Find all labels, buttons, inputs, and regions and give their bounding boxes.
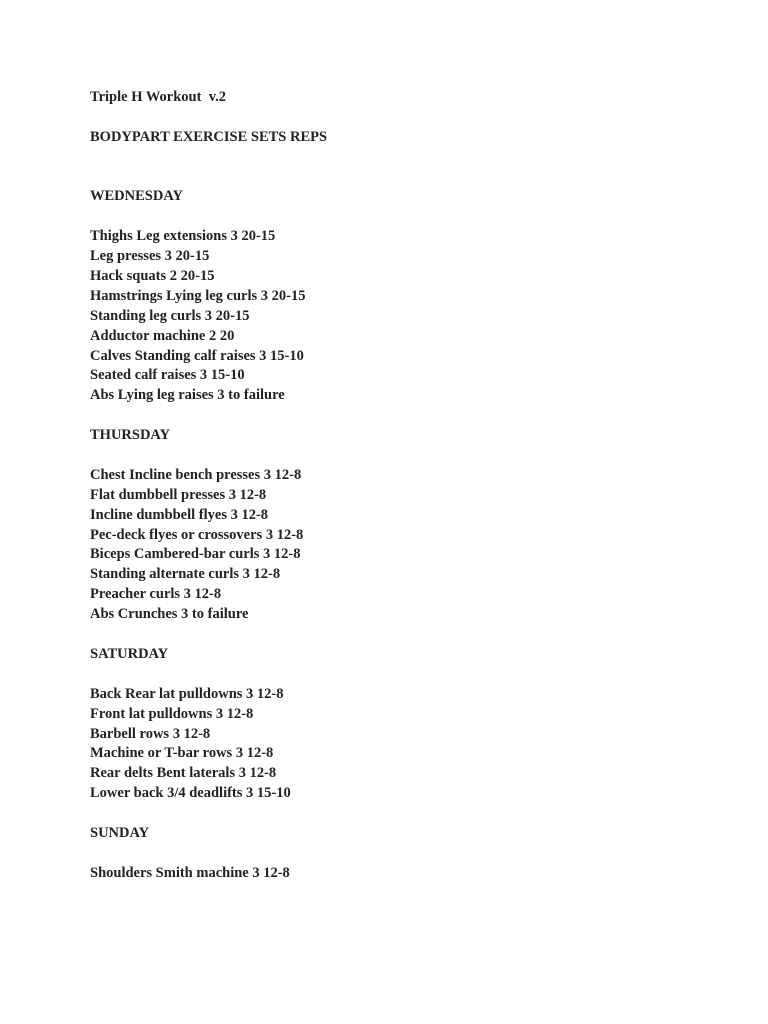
exercise-line: Preacher curls 3 12-8 [90,586,222,603]
exercise-line: Lower back 3/4 deadlifts 3 15-10 [90,785,291,802]
exercise-line: Seated calf raises 3 15-10 [90,367,245,384]
spacer [90,207,730,227]
exercise-line: Hamstrings Lying leg curls 3 20-15 [90,287,306,304]
exercise-line: Abs Crunches 3 to failure [90,606,249,623]
spacer [90,406,730,426]
exercise-line: Hack squats 2 20-15 [90,268,215,285]
spacer [90,625,730,645]
exercise-line: Front lat pulldowns 3 12-8 [90,705,254,722]
spacer [90,108,730,128]
exercise-line: Chest Incline bench presses 3 12-8 [90,466,302,483]
document-title: Triple H Workout v.2 [90,89,227,105]
exercise-line: Back Rear lat pulldowns 3 12-8 [90,685,284,702]
day-heading-saturday: SATURDAY [90,645,169,662]
exercise-line: Pec-deck flyes or crossovers 3 12-8 [90,526,304,543]
exercise-line: Thighs Leg extensions 3 20-15 [90,228,276,245]
exercise-line: Incline dumbbell flyes 3 12-8 [90,506,269,523]
spacer [90,168,730,188]
day-heading-sunday: SUNDAY [90,824,150,841]
exercise-line: Leg presses 3 20-15 [90,248,210,265]
spacer [90,844,730,864]
document-page [90,88,730,884]
exercise-line: Shoulders Smith machine 3 12-8 [90,864,290,881]
day-heading-thursday: THURSDAY [90,427,171,444]
exercise-line: Machine or T-bar rows 3 12-8 [90,745,274,762]
exercise-line: Barbell rows 3 12-8 [90,725,211,742]
exercise-line: Standing alternate curls 3 12-8 [90,566,281,583]
exercise-line: Calves Standing calf raises 3 15-10 [90,347,304,364]
exercise-line: Abs Lying leg raises 3 to failure [90,387,285,404]
spacer [90,148,730,168]
exercise-line: Adductor machine 2 20 [90,327,235,344]
spacer [90,446,730,466]
day-heading-wednesday: WEDNESDAY [90,188,183,205]
column-header: BODYPART EXERCISE SETS REPS [90,128,328,145]
exercise-line: Rear delts Bent laterals 3 12-8 [90,765,277,782]
exercise-line: Flat dumbbell presses 3 12-8 [90,486,267,503]
spacer [90,665,730,685]
exercise-line: Biceps Cambered-bar curls 3 12-8 [90,546,301,563]
spacer [90,804,730,824]
exercise-line: Standing leg curls 3 20-15 [90,307,250,324]
